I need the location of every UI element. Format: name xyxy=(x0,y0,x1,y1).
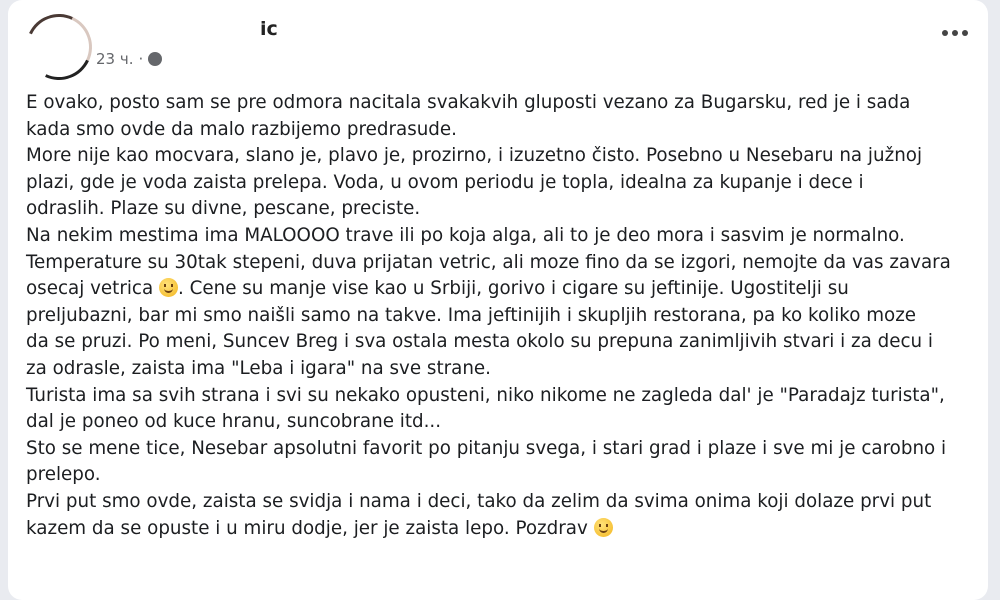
dot-icon xyxy=(952,30,958,36)
text-line: Sto se mene tice, Nesebar apsolutni favorit po pitanju svega, i stari grad i plaze i sve mi je carobno i xyxy=(26,437,947,459)
text-line: za odrasle, zaista ima "Leba i igara" na sve strane. xyxy=(26,357,491,379)
separator: · xyxy=(138,50,144,68)
text-segment: kazem da se opuste i u miru dodje, jer je zaista lepo. Pozdrav xyxy=(26,517,588,539)
text-line: da se pruzi. Po meni, Suncev Breg i sva ostala mesta okolo su prepuna zanimljivih stvari i za decu i xyxy=(26,331,933,353)
text-line: odraslih. Plaze su divne, pescane, preciste. xyxy=(26,198,421,220)
post-text xyxy=(26,90,951,542)
text-line: prelepo. xyxy=(26,464,101,486)
text-line xyxy=(26,516,951,543)
more-options-button[interactable] xyxy=(942,30,968,36)
smile-emoji-icon xyxy=(594,518,613,537)
text-line: Prvi put smo ovde, zaista se svidja i nama i deci, tako da zelim da svima onima koji dolaze prvi put xyxy=(26,490,932,512)
text-line xyxy=(26,276,951,303)
text-line: preljubazni, bar mi smo naišli samo na takve. Ima jeftinijih i skupljih restorana, pa ko koliko moze xyxy=(26,304,917,326)
author-name[interactable]: ic xyxy=(260,18,278,40)
dot-icon xyxy=(942,30,948,36)
text-line: Na nekim mestima ima MALOOOO trave ili po koja alga, ali to je deo mora i sasvim je normalno. xyxy=(26,224,905,246)
text-segment: osecaj vetrica xyxy=(26,278,154,300)
dot-icon xyxy=(962,30,968,36)
text-line: E ovako, posto sam se pre odmora nacitala svakakvih gluposti vezano za Bugarsku, red je i sada xyxy=(26,92,911,113)
post-meta xyxy=(96,50,162,68)
avatar[interactable] xyxy=(17,5,102,90)
post-card xyxy=(8,0,988,600)
post-time[interactable]: 23 ч. xyxy=(96,50,134,68)
text-line: More nije kao mocvara, slano je, plavo je, prozirno, i izuzetno čisto. Posebno u Nesebaru na južnoj xyxy=(26,145,923,167)
text-segment: . Cene su manje vise kao u Srbiji, gorivo i cigare su jeftinije. Ugostitelji su xyxy=(178,278,849,300)
globe-icon xyxy=(148,52,162,66)
text-line: Turista ima sa svih strana i svi su nekako opusteni, niko nikome ne zagleda dal' je "Paradajz turista", xyxy=(26,384,945,406)
text-line: kada smo ovde da malo razbijemo predrasude. xyxy=(26,118,457,140)
smile-emoji-icon xyxy=(159,278,178,297)
text-line: dal je poneo od kuce hranu, suncobrane itd... xyxy=(26,411,442,433)
text-line: Temperature su 30tak stepeni, duva prijatan vetric, ali moze fino da se izgori, nemojte da vas zavara xyxy=(26,251,951,273)
text-line: plazi, gde je voda zaista prelepa. Voda, u ovom periodu je topla, idealna za kupanje i dece i xyxy=(26,171,864,193)
